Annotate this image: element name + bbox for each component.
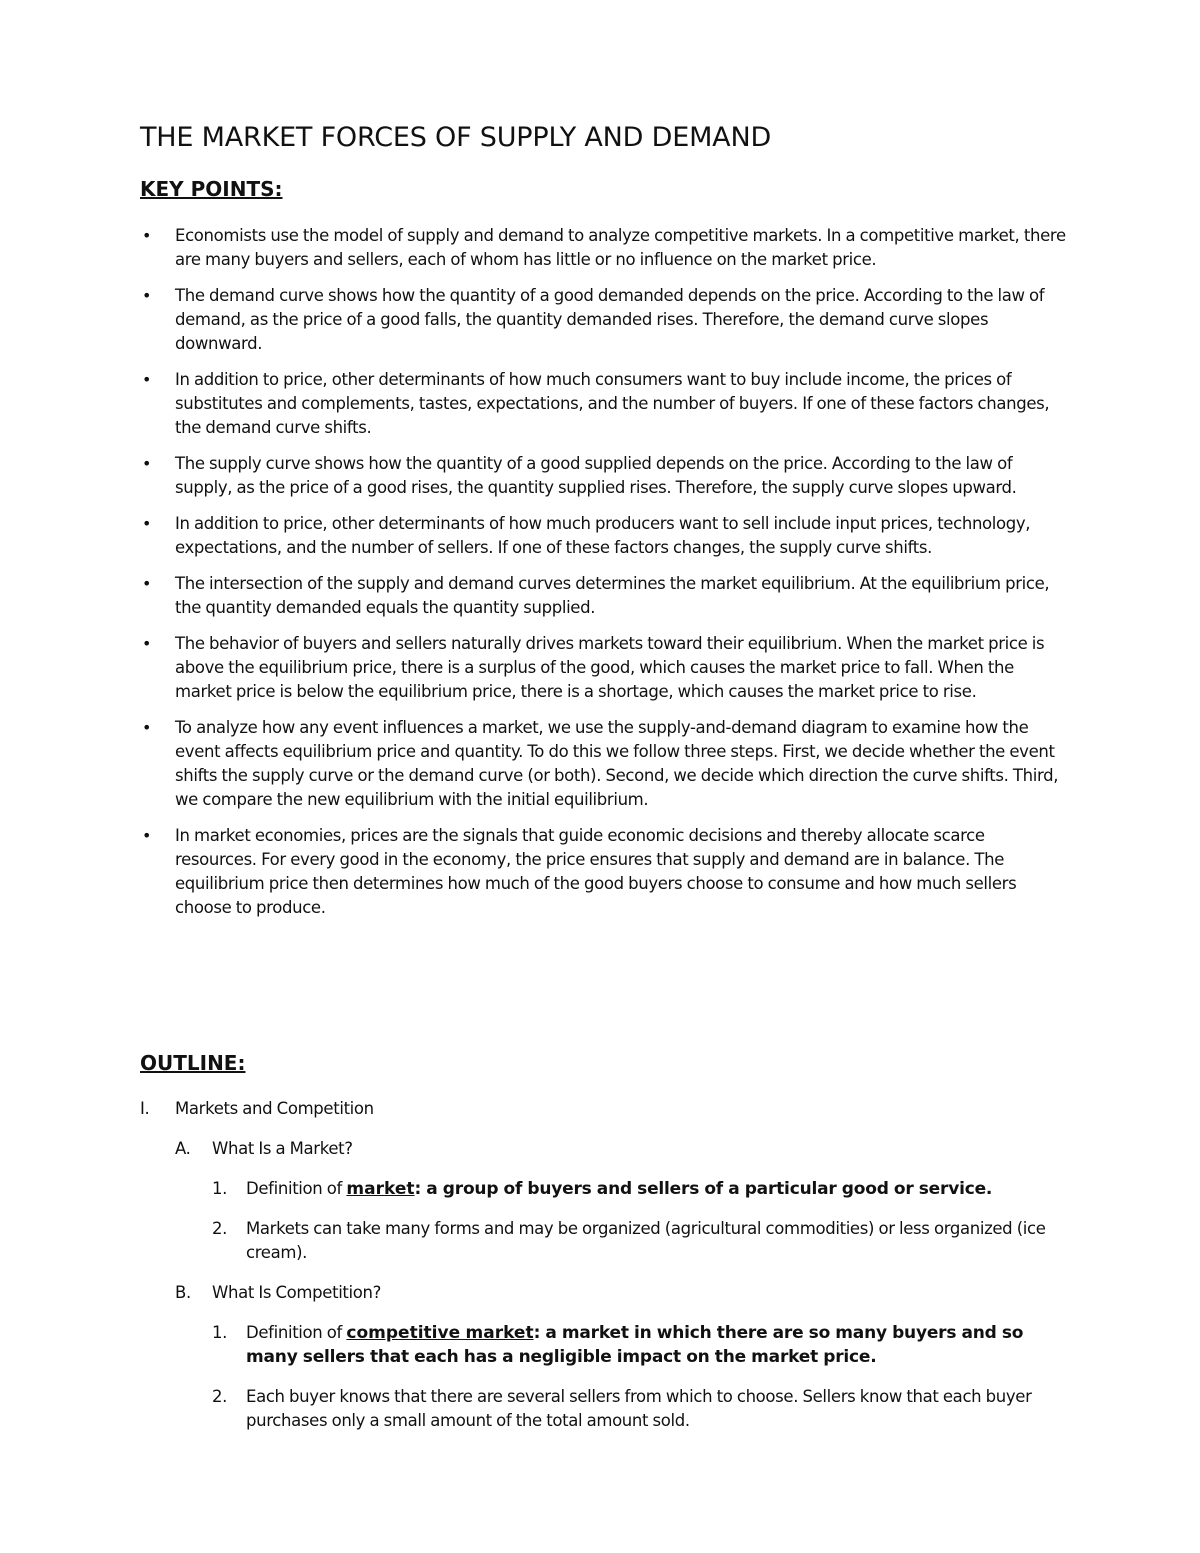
bullet-icon: •	[142, 718, 152, 737]
key-point-text: In market economies, prices are the signals that guide economic decisions and thereby allocate scarce resources. For every good in the economy, the price ensures that supply and demand are in balance. The equilibrium price then determines how much of the good buyers choose to consume and how much sellers choose to produce.	[175, 826, 1017, 917]
outline-item-text: Each buyer knows that there are several sellers from which to choose. Sellers know that each buyer purchases only a small amount of the total amount sold.	[246, 1387, 1032, 1430]
definition-prefix: Definition of	[246, 1323, 347, 1342]
key-point-text: To analyze how any event influences a market, we use the supply-and-demand diagram to examine how the event affects equilibrium price and quantity. To do this we follow three steps. First, we decide whether the event shifts the supply curve or the demand curve (or both). Second, we decide which direction the curve shifts. Third, we compare the new equilibrium with the initial equilibrium.	[175, 718, 1059, 809]
key-point-text: In addition to price, other determinants of how much producers want to sell include input prices, technology, expectations, and the number of sellers. If one of these factors changes, the supply curve shifts.	[175, 514, 1031, 557]
outline-heading: OUTLINE:	[140, 1051, 246, 1075]
definition-prefix: Definition of	[246, 1179, 347, 1198]
outline-section-1	[140, 1097, 1070, 1121]
outline-marker: B.	[175, 1283, 191, 1302]
key-point-text: Economists use the model of supply and demand to analyze competitive markets. In a competitive market, there are many buyers and sellers, each of whom has little or no influence on the market price.	[175, 226, 1066, 269]
key-point-item	[140, 572, 1070, 620]
outline-item-text: Markets can take many forms and may be organized (agricultural commodities) or less organized (ice cream).	[246, 1219, 1046, 1262]
bullet-icon: •	[142, 286, 152, 305]
outline-marker: I.	[140, 1099, 150, 1118]
outline-subsection-title: What Is a Market?	[212, 1139, 353, 1158]
outline-item	[140, 1177, 1070, 1201]
key-point-item	[140, 224, 1070, 272]
defined-term: market	[346, 1179, 415, 1199]
term-definition: : a market in which there are so many buyers and so many sellers that each has a negligible impact on the market price.	[246, 1323, 1024, 1367]
outline-subsection-title: What Is Competition?	[212, 1283, 382, 1302]
key-point-text: The intersection of the supply and demand curves determines the market equilibrium. At the equilibrium price, the quantity demanded equals the quantity supplied.	[175, 574, 1050, 617]
bullet-icon: •	[142, 574, 152, 593]
outline-marker: 2.	[212, 1219, 228, 1238]
outline-marker: 1.	[212, 1323, 228, 1342]
outline-section-title: Markets and Competition	[175, 1099, 374, 1118]
key-point-text: The demand curve shows how the quantity of a good demanded depends on the price. According to the law of demand, as the price of a good falls, the quantity demanded rises. Therefore, the demand curve slopes downward.	[175, 286, 1045, 353]
outline-subsection-a	[140, 1137, 1070, 1161]
key-point-text: In addition to price, other determinants of how much consumers want to buy include income, the prices of substitutes and complements, tastes, expectations, and the number of buyers. If one of these factors changes, the demand curve shifts.	[175, 370, 1050, 437]
bullet-icon: •	[142, 826, 152, 845]
outline-item	[140, 1385, 1070, 1433]
key-point-item	[140, 284, 1070, 356]
outline-marker: 2.	[212, 1387, 228, 1406]
outline-item	[140, 1321, 1070, 1369]
outline-item	[140, 1217, 1070, 1265]
outline-subsection-b	[140, 1281, 1070, 1305]
key-point-item	[140, 824, 1070, 920]
key-points-heading: KEY POINTS:	[140, 177, 283, 201]
bullet-icon: •	[142, 454, 152, 473]
key-point-item	[140, 368, 1070, 440]
key-point-item	[140, 512, 1070, 560]
outline-marker: 1.	[212, 1179, 228, 1198]
bullet-icon: •	[142, 634, 152, 653]
outline-body	[140, 1097, 1070, 1449]
key-point-text: The behavior of buyers and sellers naturally drives markets toward their equilibrium. When the market price is above the equilibrium price, there is a surplus of the good, which causes the market price to fall. When the market price is below the equilibrium price, there is a shortage, which causes the market price to rise.	[175, 634, 1045, 701]
key-point-item	[140, 632, 1070, 704]
key-point-text: The supply curve shows how the quantity of a good supplied depends on the price. According to the law of supply, as the price of a good rises, the quantity supplied rises. Therefore, the supply curve slopes upward.	[175, 454, 1017, 497]
defined-term: competitive market	[346, 1323, 534, 1343]
bullet-icon: •	[142, 370, 152, 389]
term-definition: : a group of buyers and sellers of a particular good or service.	[414, 1179, 993, 1199]
bullet-icon: •	[142, 514, 152, 533]
bullet-icon: •	[142, 226, 152, 245]
key-point-item	[140, 452, 1070, 500]
key-point-item	[140, 716, 1070, 812]
document-title: THE MARKET FORCES OF SUPPLY AND DEMAND	[140, 122, 772, 153]
key-points-list	[140, 224, 1070, 932]
outline-marker: A.	[175, 1139, 191, 1158]
